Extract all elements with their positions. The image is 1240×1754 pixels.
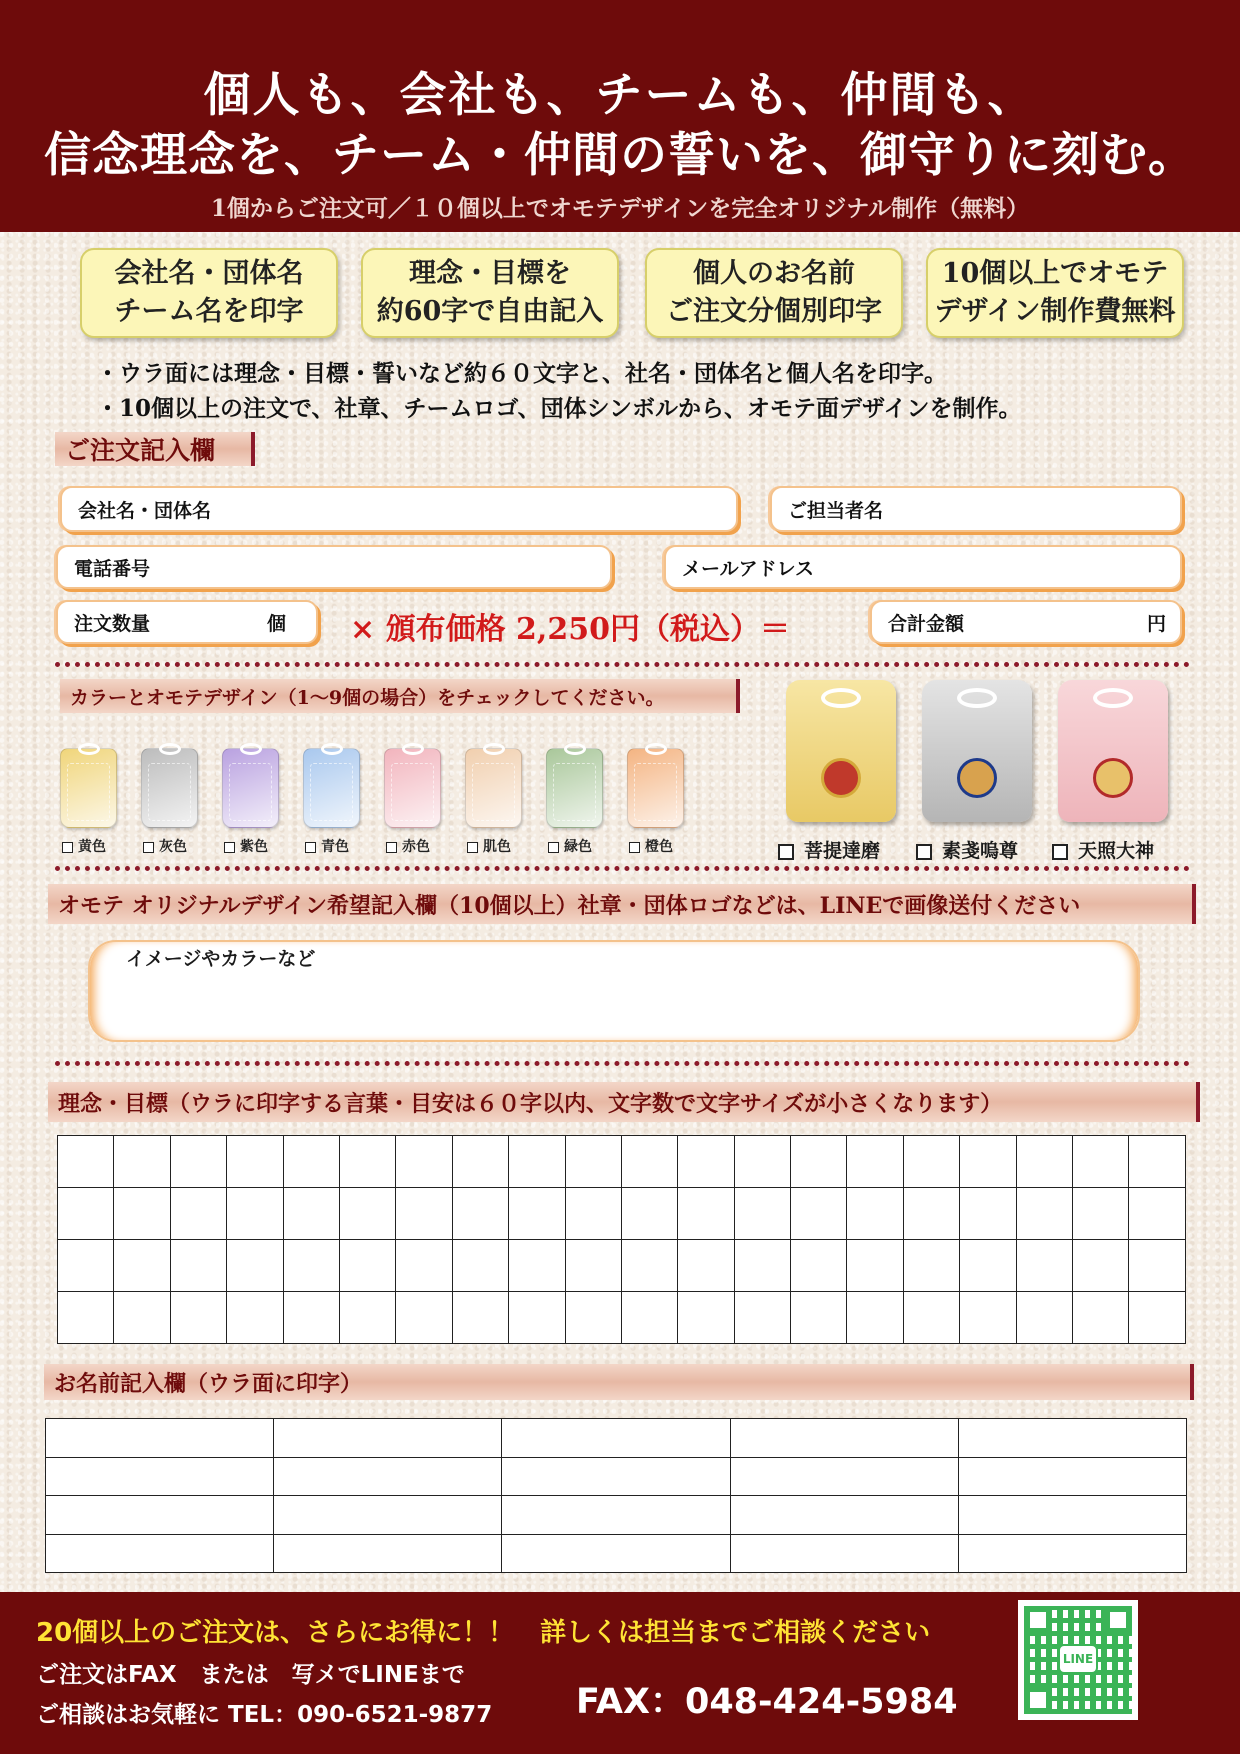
divider [55,1061,1190,1066]
color-swatch-omamori [627,748,684,828]
phone-label: 電話番号 [74,557,151,580]
color-option-label: 青色 [321,839,349,855]
company-name-label: 会社名・団体名 [78,499,212,522]
color-option-2[interactable] [224,836,268,856]
character-cell[interactable] [621,1292,677,1344]
character-cell[interactable] [339,1292,395,1344]
name-cell[interactable] [46,1419,274,1458]
character-cell[interactable] [58,1188,114,1240]
knot-icon [821,688,861,708]
quantity-label: 注文数量 [74,612,151,635]
name-cell[interactable] [274,1534,502,1573]
grid-row [58,1292,1186,1344]
character-cell[interactable] [114,1240,170,1292]
character-cell[interactable] [339,1136,395,1188]
knot-icon [321,743,343,755]
character-cell[interactable] [1129,1292,1186,1344]
character-cell[interactable] [678,1292,734,1344]
name-cell[interactable] [958,1419,1186,1458]
original-design-textarea[interactable] [88,940,1140,1042]
character-cell[interactable] [283,1188,339,1240]
name-cell[interactable] [958,1496,1186,1535]
character-cell[interactable] [847,1136,903,1188]
checkbox[interactable] [143,842,154,853]
footer-order-methods: ご注文はFAX または 写メでLINEまで [36,1662,465,1688]
character-cell[interactable] [565,1188,621,1240]
character-cell[interactable] [960,1240,1016,1292]
name-cell[interactable] [46,1496,274,1535]
motto-character-grid[interactable] [57,1135,1186,1344]
grid-row [58,1188,1186,1240]
name-cell[interactable] [730,1457,958,1496]
feature-box-motto: 理念・目標を 約60字で自由記入 [361,248,619,338]
name-cell[interactable] [502,1534,730,1573]
character-cell[interactable] [960,1188,1016,1240]
knot-icon [645,743,667,755]
character-cell[interactable] [452,1188,508,1240]
quantity-field[interactable] [56,600,318,644]
headline-subtitle: 1個からご注文可／１０個以上でオモテデザインを完全オリジナル制作（無料） [210,195,1030,222]
checkbox[interactable] [386,842,397,853]
feature-box-company: 会社名・団体名 チーム名を印字 [80,248,338,338]
knot-icon [483,743,505,755]
color-option-1[interactable] [143,836,187,856]
color-swatch-omamori [141,748,198,828]
color-option-label: 赤色 [402,839,430,855]
character-cell[interactable] [170,1188,226,1240]
color-option-0[interactable] [62,836,106,856]
character-cell[interactable] [339,1240,395,1292]
color-section-title: カラーとオモテデザイン（1～9個の場合）をチェックしてください。 [60,679,740,713]
character-cell[interactable] [452,1292,508,1344]
grid-row [58,1136,1186,1188]
color-option-label: 黄色 [78,839,106,855]
email-label: メールアドレス [682,557,815,580]
name-cell[interactable] [502,1496,730,1535]
design-amaterasu-image [1058,680,1168,822]
character-cell[interactable] [58,1292,114,1344]
color-option-4[interactable] [386,836,430,856]
character-cell[interactable] [678,1188,734,1240]
name-cell[interactable] [46,1457,274,1496]
character-cell[interactable] [565,1136,621,1188]
color-option-label: 灰色 [159,839,187,855]
character-cell[interactable] [847,1188,903,1240]
grid-row [46,1419,1187,1458]
character-cell[interactable] [114,1292,170,1344]
total-amount-unit: 円 [1146,612,1166,635]
character-cell[interactable] [734,1136,790,1188]
color-swatch-omamori [546,748,603,828]
qr-corner-icon [1024,1686,1052,1714]
character-cell[interactable] [847,1292,903,1344]
headline-line2: 信念理念を、チーム・仲間の誓いを、御守りに刻む。 [44,128,1196,183]
name-cell[interactable] [502,1457,730,1496]
checkbox[interactable] [62,842,73,853]
character-cell[interactable] [791,1188,847,1240]
qr-corner-icon [1024,1606,1052,1634]
character-cell[interactable] [678,1136,734,1188]
color-option-5[interactable] [467,836,511,856]
character-cell[interactable] [170,1240,226,1292]
character-cell[interactable] [227,1136,283,1188]
character-cell[interactable] [960,1136,1016,1188]
character-cell[interactable] [509,1188,565,1240]
character-cell[interactable] [509,1240,565,1292]
character-cell[interactable] [227,1188,283,1240]
color-option-label: 肌色 [483,839,511,855]
character-cell[interactable] [621,1136,677,1188]
color-swatch-omamori [384,748,441,828]
checkbox[interactable] [548,842,559,853]
character-cell[interactable] [283,1292,339,1344]
name-cell[interactable] [502,1419,730,1458]
grid-row [46,1496,1187,1535]
character-cell[interactable] [734,1292,790,1344]
character-cell[interactable] [170,1292,226,1344]
character-cell[interactable] [791,1240,847,1292]
email-field[interactable] [664,545,1182,589]
goddess-icon [1093,758,1133,798]
design-option-susanoo[interactable]: 素戔嗚尊 [916,836,1018,863]
character-cell[interactable] [1073,1240,1129,1292]
character-cell[interactable] [283,1240,339,1292]
feature-box-free-design: 10個以上でオモテ デザイン制作費無料 [926,248,1184,338]
character-cell[interactable] [283,1136,339,1188]
phone-field[interactable] [56,545,612,589]
checkbox[interactable] [467,842,478,853]
character-cell[interactable] [452,1240,508,1292]
checkbox[interactable] [305,842,316,853]
motto-section-title: 理念・目標（ウラに印字する言葉・目安は６０字以内、文字数で文字サイズが小さくなります） [48,1082,1200,1122]
company-name-field[interactable] [60,486,738,532]
knot-icon [159,743,181,755]
character-cell[interactable] [1129,1240,1186,1292]
character-cell[interactable] [960,1292,1016,1344]
character-cell[interactable] [847,1240,903,1292]
character-cell[interactable] [227,1292,283,1344]
bullet-front-design: ・10個以上の注文で、社章、チームロゴ、団体シンボルから、オモテ面デザインを制作。 [96,395,1022,422]
name-entry-grid[interactable] [45,1418,1187,1573]
character-cell[interactable] [1016,1240,1072,1292]
character-cell[interactable] [903,1188,959,1240]
character-cell[interactable] [452,1136,508,1188]
character-cell[interactable] [621,1240,677,1292]
character-cell[interactable] [1016,1136,1072,1188]
line-qr-code-icon[interactable] [1018,1600,1138,1720]
total-amount-label: 合計金額 [888,612,965,635]
character-cell[interactable] [1129,1136,1186,1188]
design-bodhidharma-image [786,680,896,822]
footer-phone: ご相談はお気軽に TEL：090-6521-9877 [36,1702,493,1728]
contact-name-field[interactable] [770,486,1182,532]
color-option-label: 紫色 [240,839,268,855]
grid-row [46,1457,1187,1496]
color-swatch-omamori [222,748,279,828]
original-design-title: オモテ オリジナルデザイン希望記入欄（10個以上）社章・団体ロゴなどは、LINEで画像送付ください [48,884,1196,924]
character-cell[interactable] [791,1292,847,1344]
character-cell[interactable] [1129,1188,1186,1240]
character-cell[interactable] [621,1188,677,1240]
character-cell[interactable] [678,1240,734,1292]
character-cell[interactable] [396,1240,452,1292]
character-cell[interactable] [509,1292,565,1344]
name-cell[interactable] [46,1534,274,1573]
color-option-3[interactable] [305,836,349,856]
qr-corner-icon [1104,1606,1132,1634]
checkbox[interactable] [778,844,794,860]
color-swatch-omamori [303,748,360,828]
color-option-label: 橙色 [645,839,673,855]
character-cell[interactable] [509,1136,565,1188]
color-option-6[interactable] [548,836,592,856]
header-banner [0,0,1240,232]
grid-row [46,1534,1187,1573]
character-cell[interactable] [170,1136,226,1188]
name-cell[interactable] [274,1496,502,1535]
name-cell[interactable] [958,1457,1186,1496]
design-option-bodhidharma[interactable]: 菩提達磨 [778,836,880,863]
knot-icon [402,743,424,755]
contact-name-label: ご担当者名 [788,499,884,522]
divider [55,866,1190,871]
feature-box-personal-name: 個人のお名前 ご注文分個別印字 [645,248,903,338]
original-design-placeholder: イメージやカラーなど [126,948,316,970]
name-cell[interactable] [274,1419,502,1458]
character-cell[interactable] [58,1136,114,1188]
line-logo-icon: LINE [1058,1644,1098,1674]
design-susanoo-image [922,680,1032,822]
order-section-title: ご注文記入欄 [55,432,255,466]
footer-promo: 20個以上のご注文は、さらにお得に！！ 詳しくは担当までご相談ください [36,1618,931,1648]
color-option-7[interactable] [629,836,673,856]
character-cell[interactable] [734,1188,790,1240]
character-cell[interactable] [791,1136,847,1188]
character-cell[interactable] [1016,1292,1072,1344]
checkbox[interactable] [1052,844,1068,860]
name-cell[interactable] [958,1534,1186,1573]
footer-fax: FAX：048-424-5984 [576,1682,958,1722]
character-cell[interactable] [565,1292,621,1344]
design-option-amaterasu[interactable]: 天照大神 [1052,836,1154,863]
name-cell[interactable] [730,1496,958,1535]
deity-icon [957,758,997,798]
character-cell[interactable] [1073,1292,1129,1344]
color-swatch-omamori [465,748,522,828]
knot-icon [1093,688,1133,708]
total-amount-field[interactable] [870,600,1182,644]
knot-icon [957,688,997,708]
knot-icon [78,743,100,755]
grid-row [58,1240,1186,1292]
headline-line1: 個人も、会社も、チームも、仲間も、 [203,68,1037,123]
checkbox[interactable] [629,842,640,853]
character-cell[interactable] [1016,1188,1072,1240]
checkbox[interactable] [916,844,932,860]
character-cell[interactable] [114,1188,170,1240]
character-cell[interactable] [396,1292,452,1344]
name-cell[interactable] [730,1419,958,1458]
character-cell[interactable] [58,1240,114,1292]
color-option-label: 緑色 [564,839,592,855]
checkbox[interactable] [224,842,235,853]
character-cell[interactable] [903,1136,959,1188]
character-cell[interactable] [1073,1136,1129,1188]
unit-price-text: × 頒布価格 2,250円（税込）＝ [350,612,790,647]
knot-icon [564,743,586,755]
character-cell[interactable] [565,1240,621,1292]
knot-icon [240,743,262,755]
quantity-unit: 個 [266,612,286,635]
character-cell[interactable] [734,1240,790,1292]
color-swatch-omamori [60,748,117,828]
character-cell[interactable] [227,1240,283,1292]
character-cell[interactable] [903,1292,959,1344]
name-cell[interactable] [730,1534,958,1573]
character-cell[interactable] [339,1188,395,1240]
character-cell[interactable] [903,1240,959,1292]
character-cell[interactable] [396,1136,452,1188]
divider [55,662,1190,667]
character-cell[interactable] [114,1136,170,1188]
character-cell[interactable] [1073,1188,1129,1240]
character-cell[interactable] [396,1188,452,1240]
daruma-icon [821,758,861,798]
name-cell[interactable] [274,1457,502,1496]
bullet-back-print: ・ウラ面には理念・目標・誓いなど約６０文字と、社名・団体名と個人名を印字。 [96,360,947,387]
name-section-title: お名前記入欄（ウラ面に印字） [44,1364,1194,1400]
